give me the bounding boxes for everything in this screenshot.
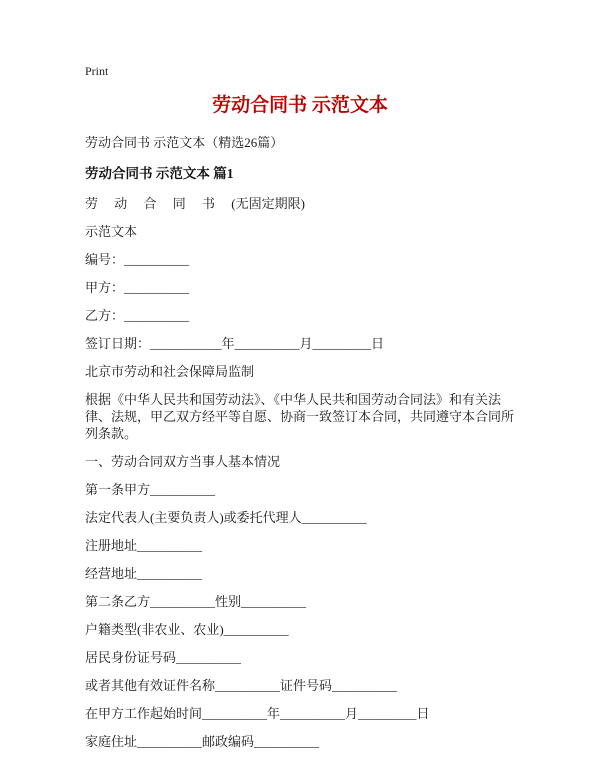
- doc-line: 示范文本: [85, 224, 138, 239]
- page-title: 劳动合同书 示范文本: [212, 95, 388, 116]
- doc-line: 经营地址__________: [85, 566, 203, 581]
- doc-line: 北京市劳动和社会保障局监制: [85, 364, 255, 379]
- doc-line: 第二条乙方__________性别__________: [85, 594, 307, 609]
- doc-line: 一、劳动合同双方当事人基本情况: [85, 454, 281, 469]
- doc-line: 注册地址__________: [85, 538, 203, 553]
- doc-line: 编号：__________: [85, 252, 190, 267]
- section-heading: 劳动合同书 示范文本 篇1: [85, 166, 234, 181]
- doc-line: 第一条甲方__________: [85, 482, 216, 497]
- doc-line: 根据《中华人民共和国劳动法》、《中华人民共和国劳动合同法》和有关法律、法规，甲乙双方经平等自愿、协商一致签订本合同，共同遵守本合同所列条款。: [85, 392, 515, 441]
- doc-line: 乙方：__________: [85, 308, 190, 323]
- doc-line: 甲方：__________: [85, 280, 190, 295]
- document-body: [85, 195, 515, 750]
- doc-line: 法定代表人(主要负责人)或委托代理人__________: [85, 510, 367, 525]
- print-button[interactable]: Print: [85, 64, 109, 78]
- doc-line: 或者其他有效证件名称__________证件号码__________: [85, 678, 398, 693]
- doc-line: 签订日期：___________年__________月_________日: [85, 336, 385, 351]
- document-subtitle: 劳动合同书 示范文本（精选26篇）: [85, 135, 284, 150]
- doc-line: 劳 动 合 同 书 (无固定期限): [85, 196, 305, 211]
- doc-line: 家庭住址__________邮政编码__________: [85, 734, 320, 749]
- doc-line: 居民身份证号码__________: [85, 650, 242, 665]
- doc-line: 在甲方工作起始时间__________年__________月_________日: [85, 706, 430, 721]
- doc-line: 户籍类型(非农业、农业)__________: [85, 622, 289, 637]
